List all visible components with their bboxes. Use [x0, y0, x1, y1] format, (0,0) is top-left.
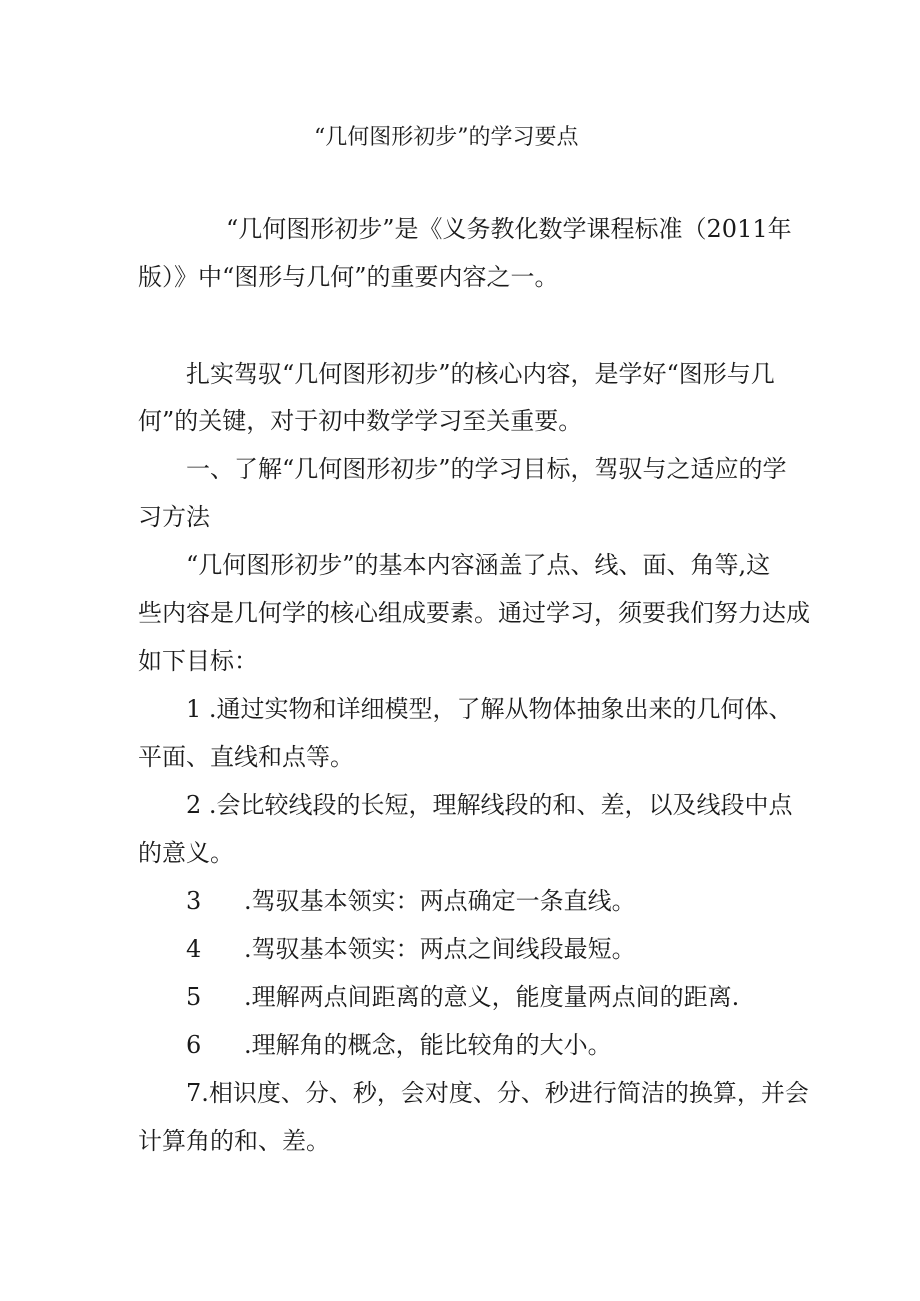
- list-item-3-text: .驾驭基本领实：两点确定一条直线。: [244, 887, 636, 915]
- list-item-4: [186, 934, 636, 964]
- document-title: “几何图形初步”的学习要点: [314, 125, 579, 150]
- list-item-7-line-2: 计算角的和、差。: [138, 1127, 330, 1155]
- paragraph-2-line-3: 如下目标：: [138, 647, 258, 675]
- list-item-5-number: 5: [186, 983, 202, 1011]
- list-item-3: [186, 886, 636, 916]
- list-item-7-line-1: 7.相识度、分、秒，会对度、分、秒进行简洁的换算，并会: [186, 1079, 809, 1107]
- list-item-2-line-2: 的意义。: [138, 839, 234, 867]
- list-item-1-line-2: 平面、直线和点等。: [138, 743, 354, 771]
- list-item-1-line-1: 1 .通过实物和详细模型，了解从物体抽象出来的几何体、: [186, 695, 793, 723]
- paragraph-1-line-2: 何”的关键，对于初中数学学习至关重要。: [138, 407, 583, 435]
- section-heading-line-1: 一、了解“几何图形初步”的学习目标，驾驭与之适应的学: [186, 455, 787, 483]
- list-item-4-text: .驾驭基本领实：两点之间线段最短。: [244, 935, 636, 963]
- paragraph-2-line-1: “几何图形初步”的基本内容涵盖了点、线、面、角等,这: [186, 551, 771, 579]
- paragraph-2-line-2: 些内容是几何学的核心组成要素。通过学习，须要我们努力达成: [138, 599, 810, 627]
- paragraph-1-line-1: 扎实驾驭“几何图形初步”的核心内容，是学好“图形与几: [186, 360, 775, 388]
- list-item-6: [186, 1030, 612, 1060]
- intro-line-1: “几何图形初步”是《义务教化数学课程标准（2011年: [226, 215, 792, 243]
- list-item-5-text: .理解两点间距离的意义，能度量两点间的距离.: [244, 983, 740, 1011]
- intro-line-2: 版）》中“图形与几何”的重要内容之一。: [138, 263, 559, 291]
- list-item-6-text: .理解角的概念，能比较角的大小。: [244, 1031, 612, 1059]
- list-item-3-number: 3: [186, 887, 202, 915]
- list-item-5: [186, 982, 739, 1012]
- section-heading-line-2: 习方法: [138, 503, 210, 531]
- list-item-2-line-1: 2 .会比较线段的长短，理解线段的和、差，以及线段中点: [186, 791, 793, 819]
- list-item-6-number: 6: [186, 1031, 202, 1059]
- list-item-4-number: 4: [186, 935, 202, 963]
